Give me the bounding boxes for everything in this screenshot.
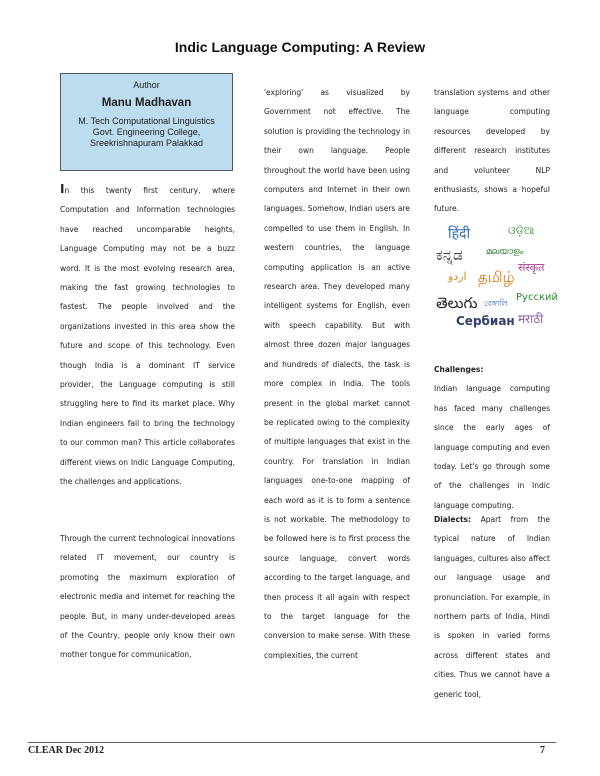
word-malayalam: മലയാളം xyxy=(486,247,524,257)
page-number: 7 xyxy=(540,745,545,756)
challenges-heading: Challenges: xyxy=(434,365,484,374)
author-label: Author xyxy=(133,80,160,90)
dialects-heading: Dialects: xyxy=(434,515,472,524)
word-russian: Русский xyxy=(516,292,558,303)
footer-divider xyxy=(28,742,556,743)
author-name: Manu Madhavan xyxy=(101,97,192,109)
indian-languages-word-cloud xyxy=(434,220,558,338)
dialects-text: Apart from the typical nature of Indian languages, cultures also affect our language usage and pronunciation. For example, in northern parts of India, Hindi is spoken in varied forms across different states and cities. Thus we cannot have a generic tool, xyxy=(434,515,550,699)
col3-para1: translation systems and other language computing resources developed by different research institutes and volunteer NLP enthusiasts, shows a hopeful future. xyxy=(434,88,550,214)
word-bengali: বেঙ্গালি xyxy=(484,299,508,308)
word-sanskrit: संस्कृत xyxy=(518,261,545,274)
col1-para2: Through the current technological innovations related IT movement, our country is promoting the maximum exploration of electronic media and internet for reaching the people. But, in many under-developed areas of the Country, people only know their own mother tongue for communication, xyxy=(60,534,235,660)
word-hindi: हिंदी xyxy=(448,226,471,242)
word-kannada: ಕನ್ನಡ xyxy=(436,246,463,264)
col1-para1 xyxy=(60,180,235,492)
challenges-text: Indian language computing has faced many challenges since the early ages of language computing and even today. Let's go through some of the challenges in Indic language computing. xyxy=(434,384,550,510)
word-urdu: اردو xyxy=(448,270,467,283)
word-tamil: தமிழ் xyxy=(478,268,515,286)
affiliation-line-2: Govt. Engineering College, xyxy=(92,127,201,137)
affiliation-line-3: Sreekrishnapuram Palakkad xyxy=(89,138,204,148)
word-oriya: ଓଡ଼ିଆ xyxy=(508,224,535,237)
drop-cap: I xyxy=(60,182,65,196)
word-telugu: తెలుగు xyxy=(436,294,478,312)
author-affiliation xyxy=(61,116,232,149)
article-title: Indic Language Computing: A Review xyxy=(174,39,426,55)
word-marathi: मराठी xyxy=(518,312,544,326)
col3-dialects xyxy=(434,510,550,704)
affiliation-line-1: M. Tech Computational Linguistics xyxy=(78,116,215,126)
col2-para: 'exploring' as visualized by Government not effective. The solution is providing the technology in their own language. People throughout the world have been using computers and Internet in their own languages. Somehow, Indian users are compelled to use them in English. In western countries, the language computing application is an active research area. They developed many intelligent systems for English, even with speech capability. But with almost three dozen major languages and hundreds of dialects, the task is more complex in India. The tools present in the global market cannot be replicated owing to the complexity of multiple languages that exist in the country. For translation in Indian languages one-to-one mapping of each word as it is to form a sentence is not workable. The methodology to be followed here is to first process the source language, convert words according to the target language, and then process it all again with respect to the target language for the conversion to make sense. With these complexities, the current xyxy=(264,88,410,660)
col1-para1-text: n this twenty first century, where Computation and Information technologies have reached uncomparable heights, Language Computing may not be a buzz word. It is the most evolving research area, making the fast growing technologies to fastest. The people involved and the organizations invested in this area show the future and scope of this technology. Even though India is a dominant IT service provider, the Language computing is still struggling here to find its market place. Why Indian engineers fail to bring the technology to our common man? This article collaborates different views on Indic Language Computing, the challenges and applications. xyxy=(60,186,235,487)
col3-challenges xyxy=(434,360,550,515)
word-serbian: Сербиан xyxy=(456,314,515,328)
footer-journal: CLEAR Dec 2012 xyxy=(28,745,105,756)
author-box xyxy=(60,73,233,171)
